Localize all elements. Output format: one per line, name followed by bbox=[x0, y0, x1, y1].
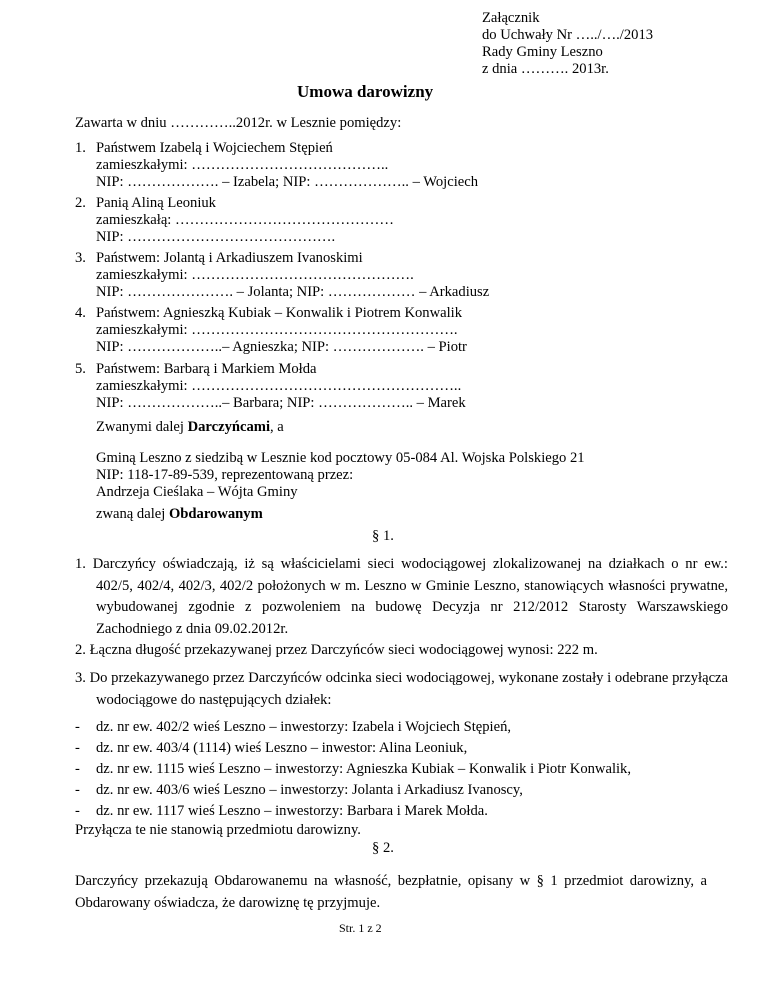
attachment-line: Rady Gminy Leszno bbox=[482, 44, 603, 60]
party-line: zamieszkałymi: ………………………………….. bbox=[96, 157, 389, 173]
bullet-dash: - bbox=[75, 740, 80, 756]
attachment-line: z dnia ………. 2013r. bbox=[482, 61, 609, 77]
plot-text: dz. nr ew. 1117 wieś Leszno – inwestorzy: Barbara i Marek Mołda. bbox=[96, 803, 488, 819]
plot-text: dz. nr ew. 1115 wieś Leszno – inwestorzy: Agnieszka Kubiak – Konwalik i Piotr Konwalik, bbox=[96, 761, 632, 777]
party-line: Panią Aliną Leoniuk bbox=[96, 195, 216, 211]
party-number: 2. bbox=[75, 195, 86, 211]
section-2-heading: § 2. bbox=[372, 840, 394, 856]
section-1-heading: § 1. bbox=[372, 528, 394, 544]
plot-text: dz. nr ew. 403/6 wieś Leszno – inwestorzy: Jolanta i Arkadiusz Ivanoscy, bbox=[96, 782, 523, 798]
party-number: 5. bbox=[75, 361, 86, 377]
attachment-header bbox=[482, 10, 653, 78]
plot-text: dz. nr ew. 403/4 (1114) wieś Leszno – inwestor: Alina Leoniuk, bbox=[96, 740, 468, 756]
party-line: Państwem: Agnieszką Kubiak – Konwalik i Piotrem Konwalik bbox=[96, 305, 463, 321]
party-line: zamieszkałymi: ………………………………………………. bbox=[96, 322, 458, 338]
bullet-dash: - bbox=[75, 761, 80, 777]
party-line: NIP: ………………..– Agnieszka; NIP: ………………. – Piotr bbox=[96, 339, 467, 355]
donors-prefix: Zwanymi dalej bbox=[96, 419, 188, 435]
page-footer: Str. 1 z 2 bbox=[339, 921, 382, 935]
donee-designation bbox=[96, 506, 263, 523]
commune-line: Andrzeja Cieślaka – Wójta Gminy bbox=[96, 484, 298, 500]
paragraph-2: 2. Łączna długość przekazywanej przez Darczyńców sieci wodociągowej wynosi: 222 m. bbox=[75, 642, 598, 658]
party-number: 3. bbox=[75, 250, 86, 266]
party-line: NIP: ……………………………………. bbox=[96, 229, 336, 245]
donors-term: Darczyńcami bbox=[187, 419, 270, 435]
commune-line: Gminą Leszno z siedzibą w Lesznie kod pocztowy 05-084 Al. Wojska Polskiego 21 bbox=[96, 450, 585, 466]
party-line: NIP: ………………. – Izabela; NIP: ……………….. – Wojciech bbox=[96, 174, 478, 190]
party-line: zamieszkałą: ……………………………………… bbox=[96, 212, 394, 228]
party-line: Państwem: Barbarą i Markiem Mołda bbox=[96, 361, 317, 377]
party-line: zamieszkałymi: ………………………………………. bbox=[96, 267, 414, 283]
bullet-dash: - bbox=[75, 782, 80, 798]
plot-text: dz. nr ew. 402/2 wieś Leszno – inwestorzy: Izabela i Wojciech Stępień, bbox=[96, 719, 512, 735]
party-number: 1. bbox=[75, 140, 86, 156]
party-line: Państwem Izabelą i Wojciechem Stępień bbox=[96, 140, 333, 156]
document-title: Umowa darowizny bbox=[297, 82, 434, 101]
donors-suffix: , a bbox=[270, 419, 284, 435]
bullet-dash: - bbox=[75, 719, 80, 735]
party-line: NIP: ………………..– Barbara; NIP: ……………….. – Marek bbox=[96, 395, 466, 411]
party-line: zamieszkałymi: ……………………………………………….. bbox=[96, 378, 462, 394]
party-line: Państwem: Jolantą i Arkadiuszem Ivanoskimi bbox=[96, 250, 363, 266]
paragraph-1: 1. Darczyńcy oświadczają, iż są właścicielami sieci wodociągowej zlokalizowanej na działkach o nr ew.: 402/5, 402/4, 402/3, 402/2 położonych w m. Leszno w Gminie Leszno, stanowiących własności prywatne, wybudowanej zgodnie z pozwoleniem na budowę Decyzja nr 212/2012 Starosty Warszawskiego Zachodniego z dnia 09.02.2012r. bbox=[75, 556, 728, 637]
bullet-dash: - bbox=[75, 803, 80, 819]
connections-note: Przyłącza te nie stanowią przedmiotu darowizny. bbox=[75, 822, 361, 838]
donee-prefix: zwaną dalej bbox=[96, 506, 169, 522]
commune-block bbox=[96, 450, 585, 501]
party-number: 4. bbox=[75, 305, 86, 321]
attachment-line: Załącznik bbox=[482, 10, 540, 26]
party-line: NIP: …………………. – Jolanta; NIP: ……………… – Arkadiusz bbox=[96, 284, 490, 300]
paragraph-3: 3. Do przekazywanego przez Darczyńców odcinka sieci wodociągowej, wykonane zostały i odebrane przyłącza wodociągowe do następujących działek: bbox=[75, 670, 728, 708]
intro-text: Zawarta w dniu …………..2012r. w Lesznie pomiędzy: bbox=[75, 115, 402, 131]
donee-term: Obdarowanym bbox=[168, 506, 263, 522]
donors-designation bbox=[96, 419, 284, 436]
section-2-paragraph: Darczyńcy przekazują Obdarowanemu na własność, bezpłatnie, opisany w § 1 przedmiot darowizny, a Obdarowany oświadcza, że darowiznę tę przyjmuje. bbox=[75, 873, 707, 911]
attachment-line: do Uchwały Nr …../…./2013 bbox=[482, 27, 654, 43]
commune-line: NIP: 118-17-89-539, reprezentowaną przez: bbox=[96, 467, 354, 483]
